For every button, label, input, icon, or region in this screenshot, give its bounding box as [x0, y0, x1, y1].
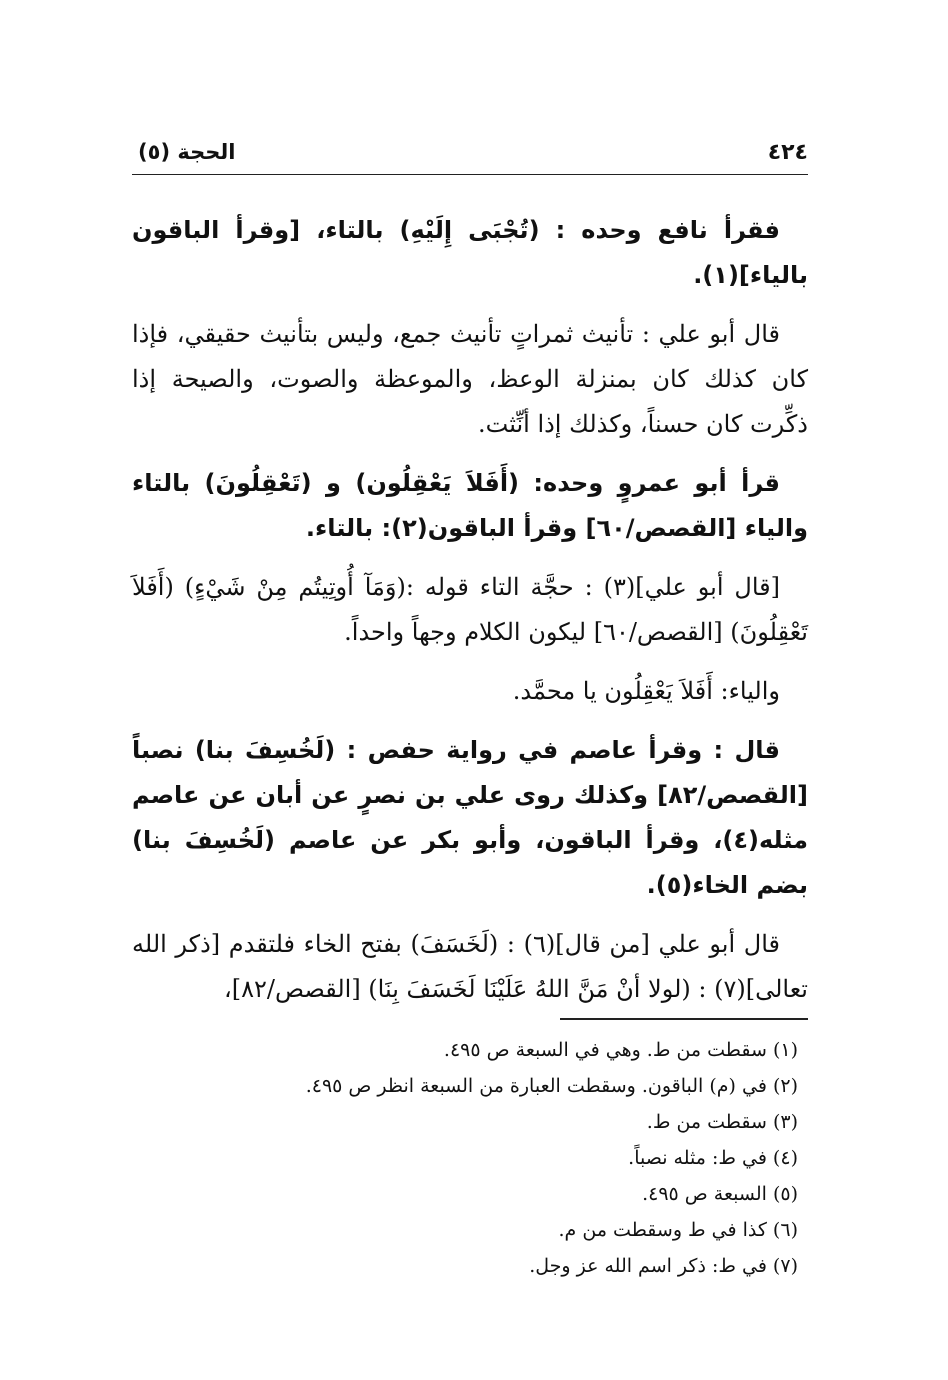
- footnote-7: (٧) في ط: ذكر اسم الله عز وجل.: [529, 1255, 798, 1277]
- paragraph-6: قال : وقرأ عاصم في رواية حفص : (لَخُسِفَ بنا) نصباً [القصص/٨٢] وكذلك روى علي بن نصرٍ عن أبان عن عاصم مثله(٤)، وقرأ الباقون، وأبو بكر عن عاصم (لَخُسِفَ بنا) بضم الخاء(٥).: [132, 736, 808, 899]
- page-number: ٤٢٤: [767, 140, 808, 165]
- paragraph-7: قال أبو علي [من قال](٦) : (لَخَسَفَ) بفتح الخاء فلتقدم [ذكر الله تعالى](٧) : (لولا أنْ مَنَّ اللهُ عَلَيْنَا لَخَسَفَ بِنَا) [القصص/٨٢]،: [132, 930, 808, 1003]
- footnote-1: (١) سقطت من ط. وهي في السبعة ص ٤٩٥.: [443, 1039, 798, 1061]
- paragraph-5: والياء: أَفَلاَ يَعْقِلُون يا محمَّد.: [512, 677, 780, 705]
- footnote-5: (٥) السبعة ص ٤٩٥.: [642, 1183, 798, 1205]
- paragraph-1: فقرأ نافع وحده : (تُجْبَى إِلَيْهِ) بالتاء، [وقرأ الباقون بالياء](١).: [132, 216, 808, 289]
- footnote-divider: [560, 1018, 808, 1020]
- paragraph-4: [قال أبو علي](٣) : حجَّة التاء قوله :(وَمَآ أُوتِيتُم مِنْ شَيْءٍ) (أَفَلاَ تَعْقِلُونَ) [القصص/٦٠] ليكون الكلام وجهاً واحداً.: [132, 573, 808, 646]
- paragraph-3: قرأ أبو عمروٍ وحده: (أَفَلاَ يَعْقِلُون) و (تَعْقِلُونَ) بالتاء والياء [القصص/٦٠] وقرأ الباقون(٢): بالتاء.: [132, 469, 808, 542]
- footnote-6: (٦) كذا في ط وسقطت من م.: [558, 1219, 798, 1241]
- page-header: [132, 134, 808, 175]
- footnotes-list: [132, 1032, 808, 1284]
- footnote-4: (٤) في ط: مثله نصباً.: [628, 1147, 798, 1169]
- main-text: [132, 208, 808, 1026]
- running-title: الحجة (٥): [138, 140, 236, 164]
- paragraph-2: قال أبو علي : تأنيث ثمراتٍ تأنيث جمع، وليس بتأنيث حقيقي، فإذا كان كذلك كان بمنزلة الوعظ، والموعظة والصوت، والصيحة إذا ذكِّرت كان حسناً، وكذلك إذا أنِّثت.: [132, 320, 808, 438]
- footnote-3: (٣) سقطت من ط.: [646, 1111, 798, 1133]
- footnote-2: (٢) في (م) الباقون. وسقطت العبارة من السبعة انظر ص ٤٩٥.: [305, 1075, 798, 1097]
